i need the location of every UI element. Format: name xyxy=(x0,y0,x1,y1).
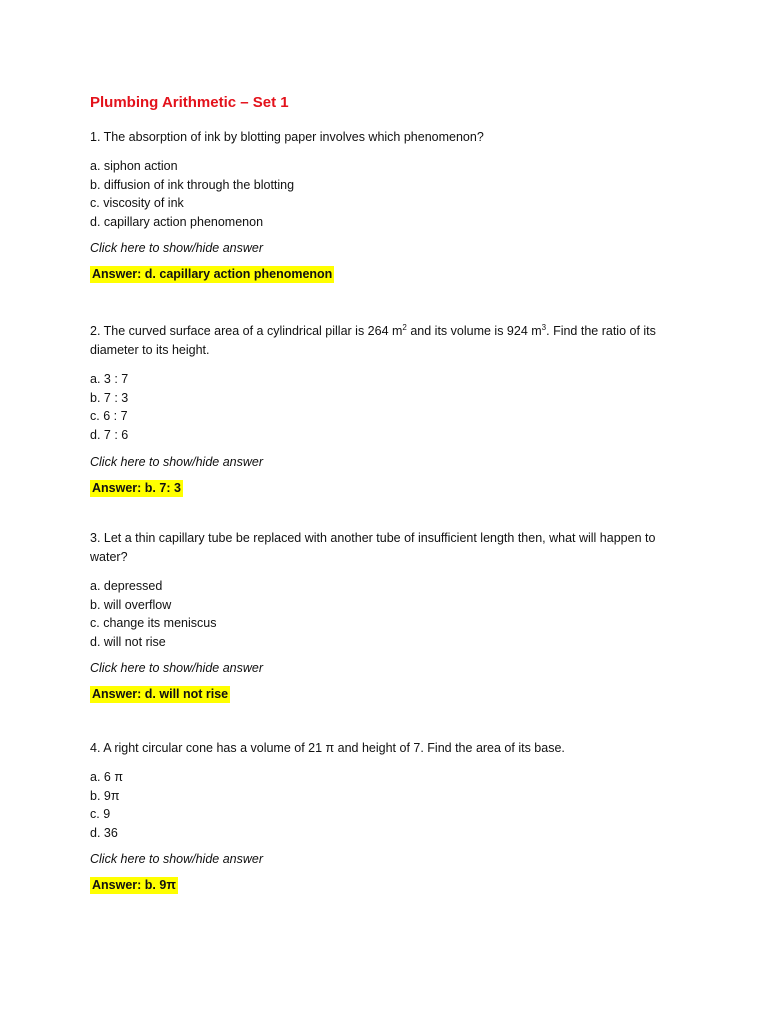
answer-container xyxy=(90,686,690,703)
superscript-3: 3 xyxy=(541,323,547,332)
option-a: a. siphon action xyxy=(90,159,178,173)
option-c: c. 6 : 7 xyxy=(90,409,128,424)
option-c: c. 9 xyxy=(90,807,111,822)
question-3 xyxy=(90,529,690,703)
option-b: b. 7 : 3 xyxy=(90,390,129,405)
answer-container xyxy=(90,266,690,283)
option-b: b. 9π xyxy=(90,788,120,803)
options-list xyxy=(90,370,690,444)
question-text: 3. Let a thin capillary tube be replaced with another tube of insufficient length then, what will happen to water? xyxy=(90,531,656,564)
options-list xyxy=(90,157,690,231)
option-b: b. diffusion of ink through the blotting xyxy=(90,177,295,192)
answer-text: Answer: b. 7: 3 xyxy=(92,480,181,495)
answer-text: Answer: d. will not rise xyxy=(92,687,229,702)
question-text-part: . Find the ratio of its diameter to its height. xyxy=(90,324,656,358)
question-4 xyxy=(90,739,690,894)
option-d: d. capillary action phenomenon xyxy=(90,214,264,229)
document-title: Plumbing Arithmetic – Set 1 xyxy=(90,94,289,111)
option-c: c. viscosity of ink xyxy=(90,196,184,211)
option-c: c. change its meniscus xyxy=(90,616,217,631)
option-a: a. depressed xyxy=(90,579,163,593)
option-d: d. will not rise xyxy=(90,634,166,649)
show-hide-answer-link[interactable]: Click here to show/hide answer xyxy=(90,454,263,469)
question-text: 4. A right circular cone has a volume of 21 π and height of 7. Find the area of its base. xyxy=(90,741,565,755)
question-2 xyxy=(90,318,690,497)
question-text xyxy=(90,318,690,360)
question-1 xyxy=(90,128,690,283)
show-hide-answer-link[interactable]: Click here to show/hide answer xyxy=(90,661,263,676)
show-hide-answer-link[interactable]: Click here to show/hide answer xyxy=(90,852,263,867)
answer-container xyxy=(90,877,690,894)
option-b: b. will overflow xyxy=(90,597,172,612)
option-d: d. 36 xyxy=(90,825,118,840)
question-text-part: 2. The curved surface area of a cylindrical pillar is 264 m xyxy=(90,324,403,339)
option-d: d. 7 : 6 xyxy=(90,427,129,442)
answer-text: Answer: b. 9π xyxy=(92,878,176,893)
answer-container xyxy=(90,480,690,497)
option-a: a. 6 π xyxy=(90,770,123,784)
option-a: a. 3 : 7 xyxy=(90,372,129,387)
question-text: 1. The absorption of ink by blotting paper involves which phenomenon? xyxy=(90,130,484,144)
answer-text: Answer: d. capillary action phenomenon xyxy=(92,267,333,282)
question-text-part: and its volume is 924 m xyxy=(406,324,542,339)
options-list xyxy=(90,768,690,842)
show-hide-answer-link[interactable]: Click here to show/hide answer xyxy=(90,241,263,256)
superscript-2: 2 xyxy=(402,323,407,332)
options-list xyxy=(90,577,690,651)
